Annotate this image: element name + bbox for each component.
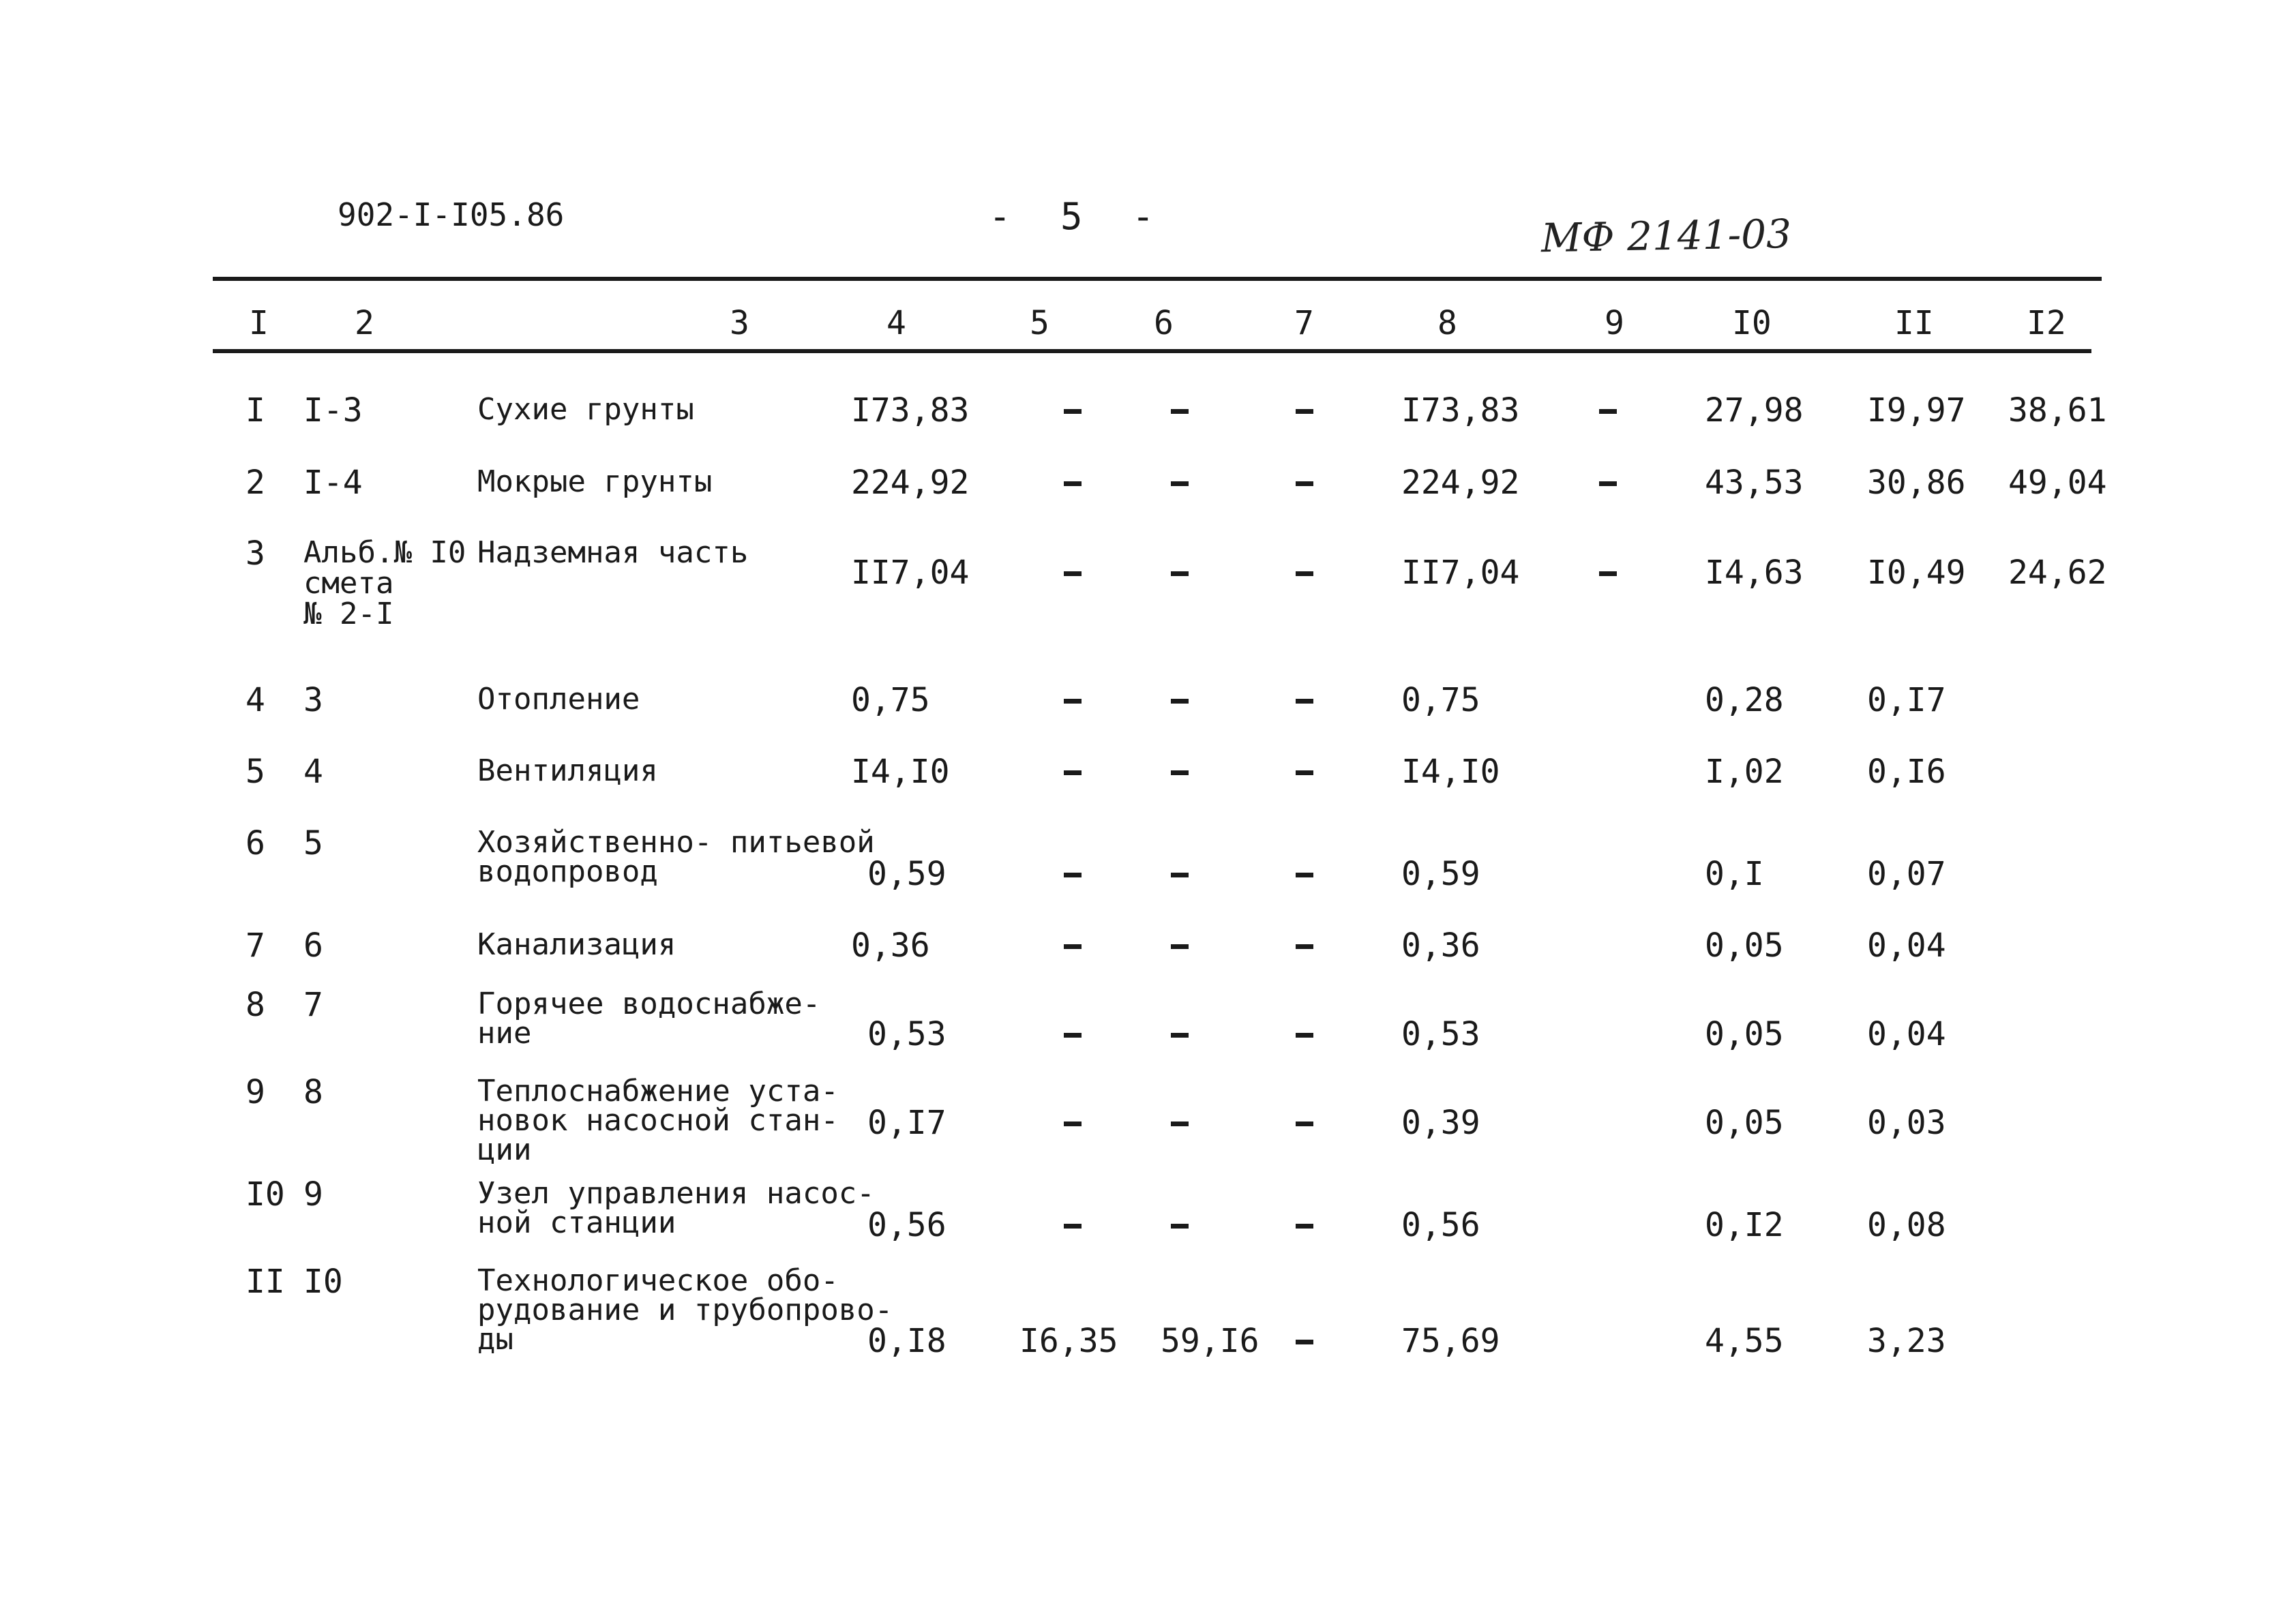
description-cell: Отопление	[477, 682, 640, 717]
reference-cell: Альб.№ I0	[303, 535, 466, 570]
value-cell: 0,07	[1867, 855, 1946, 893]
dash-mark	[1296, 409, 1313, 414]
reference-cell: № 2-I	[303, 597, 394, 631]
row-number: 8	[245, 986, 265, 1024]
description-cell: ции	[477, 1132, 532, 1167]
value-cell: 0,I7	[1867, 681, 1946, 719]
value-cell: 0,05	[1705, 1015, 1784, 1053]
reference-cell: I-4	[303, 464, 363, 502]
value-cell: 0,I6	[1867, 753, 1946, 791]
value-cell: 0,04	[1867, 1015, 1946, 1053]
value-cell: 38,61	[2008, 391, 2107, 430]
dash-mark	[1064, 1121, 1082, 1126]
description-cell: Мокрые грунты	[477, 464, 713, 499]
column-header: 4	[886, 304, 906, 342]
value-cell: I4,I0	[1401, 753, 1500, 791]
reference-cell: смета	[303, 566, 394, 601]
dash-mark	[1171, 571, 1189, 576]
row-number: 7	[245, 927, 265, 965]
value-cell: 3,23	[1867, 1322, 1946, 1360]
value-cell: I4,I0	[851, 753, 950, 791]
value-cell: 0,28	[1705, 681, 1784, 719]
dash-mark	[1171, 873, 1189, 877]
value-cell: 0,I7	[867, 1104, 946, 1142]
reference-cell: 3	[303, 681, 323, 719]
description-cell: Канализация	[477, 927, 676, 962]
column-header: I	[249, 304, 269, 342]
description-cell: ной станции	[477, 1205, 676, 1240]
dash-mark	[1296, 1224, 1313, 1229]
dash-mark	[1171, 770, 1189, 775]
dash-mark	[1296, 1121, 1313, 1126]
column-header: 7	[1294, 304, 1314, 342]
value-cell: I9,97	[1867, 391, 1966, 430]
value-cell: II7,04	[851, 554, 970, 592]
row-number: 9	[245, 1073, 265, 1111]
value-cell: I,02	[1705, 753, 1784, 791]
dash-mark	[1064, 770, 1082, 775]
description-cell: Горячее водоснабже-	[477, 987, 821, 1021]
column-header: 8	[1437, 304, 1457, 342]
description-cell: Узел управления насос-	[477, 1176, 875, 1211]
value-cell: 59,I6	[1161, 1322, 1259, 1360]
value-cell: 27,98	[1705, 391, 1804, 430]
description-cell: Сухие грунты	[477, 392, 694, 427]
value-cell: I6,35	[1019, 1322, 1118, 1360]
value-cell: 0,53	[1401, 1015, 1480, 1053]
reference-cell: 8	[303, 1073, 323, 1111]
value-cell: 0,75	[851, 681, 930, 719]
dash-mark	[1171, 699, 1189, 704]
value-cell: 43,53	[1705, 464, 1804, 502]
column-header: I0	[1732, 304, 1772, 342]
page-number: - 5 -	[989, 195, 1168, 238]
description-cell: новок насосной стан-	[477, 1103, 839, 1138]
dash-mark	[1171, 1121, 1189, 1126]
dash-mark	[1064, 1224, 1082, 1229]
column-header: 9	[1605, 304, 1624, 342]
value-cell: I73,83	[851, 391, 970, 430]
value-cell: I0,49	[1867, 554, 1966, 592]
value-cell: 0,I8	[867, 1322, 946, 1360]
value-cell: 4,55	[1705, 1322, 1784, 1360]
dash-mark	[1296, 944, 1313, 949]
dash-mark	[1296, 873, 1313, 877]
description-cell: Вентиляция	[477, 753, 658, 788]
value-cell: 0,59	[1401, 855, 1480, 893]
dash-mark	[1064, 944, 1082, 949]
value-cell: 224,92	[1401, 464, 1520, 502]
value-cell: I4,63	[1705, 554, 1804, 592]
value-cell: 0,I2	[1705, 1206, 1784, 1244]
dash-mark	[1296, 699, 1313, 704]
value-cell: 0,39	[1401, 1104, 1480, 1142]
dash-mark	[1064, 873, 1082, 877]
description-cell: Хозяйственно- питьевой	[477, 825, 875, 860]
dash-mark	[1171, 409, 1189, 414]
dash-mark	[1296, 481, 1313, 486]
dash-mark	[1064, 699, 1082, 704]
value-cell: II7,04	[1401, 554, 1520, 592]
row-number: 2	[245, 464, 265, 502]
reference-cell: I0	[303, 1263, 343, 1301]
document-code: 902-I-I05.86	[338, 196, 565, 233]
reference-cell: 4	[303, 753, 323, 791]
value-cell: 0,56	[1401, 1206, 1480, 1244]
value-cell: 224,92	[851, 464, 970, 502]
handwritten-code: МФ 2141-03	[1540, 210, 1792, 262]
value-cell: 0,53	[867, 1015, 946, 1053]
reference-cell: 7	[303, 986, 323, 1024]
dash-mark	[1599, 571, 1617, 576]
value-cell: 75,69	[1401, 1322, 1500, 1360]
value-cell: 0,75	[1401, 681, 1480, 719]
value-cell: I73,83	[1401, 391, 1520, 430]
column-header: 6	[1154, 304, 1174, 342]
description-cell: Теплоснабжение уста-	[477, 1074, 839, 1109]
reference-cell: 6	[303, 927, 323, 965]
row-number: 6	[245, 824, 265, 862]
dash-mark	[1599, 481, 1617, 486]
row-number: 4	[245, 681, 265, 719]
description-cell: рудование и трубопрово-	[477, 1293, 893, 1327]
description-cell: ние	[477, 1016, 532, 1051]
value-cell: 0,59	[867, 855, 946, 893]
dash-mark	[1171, 481, 1189, 486]
value-cell: 30,86	[1867, 464, 1966, 502]
value-cell: 24,62	[2008, 554, 2107, 592]
reference-cell: 5	[303, 824, 323, 862]
value-cell: 0,08	[1867, 1206, 1946, 1244]
reference-cell: I-3	[303, 391, 363, 430]
row-number: II	[245, 1263, 285, 1301]
dash-mark	[1064, 481, 1082, 486]
table-top-rule	[213, 277, 2102, 281]
dash-mark	[1171, 1224, 1189, 1229]
value-cell: 49,04	[2008, 464, 2107, 502]
dash-mark	[1599, 409, 1617, 414]
value-cell: 0,05	[1705, 1104, 1784, 1142]
column-header: 5	[1030, 304, 1049, 342]
description-cell: водопровод	[477, 854, 658, 889]
column-header: 3	[730, 304, 749, 342]
dash-mark	[1296, 571, 1313, 576]
value-cell: 0,36	[1401, 927, 1480, 965]
dash-mark	[1171, 1033, 1189, 1038]
dash-mark	[1064, 571, 1082, 576]
description-cell: Надземная часть	[477, 535, 749, 570]
dash-mark	[1171, 944, 1189, 949]
description-cell: Технологическое обо-	[477, 1263, 839, 1298]
row-number: I	[245, 391, 265, 430]
row-number: I0	[245, 1175, 285, 1214]
row-number: 5	[245, 753, 265, 791]
dash-mark	[1064, 409, 1082, 414]
value-cell: 0,04	[1867, 927, 1946, 965]
column-header: II	[1894, 304, 1934, 342]
dash-mark	[1296, 1033, 1313, 1038]
dash-mark	[1296, 1340, 1313, 1344]
value-cell: 0,36	[851, 927, 930, 965]
description-cell: ды	[477, 1322, 513, 1357]
value-cell: 0,56	[867, 1206, 946, 1244]
value-cell: 0,05	[1705, 927, 1784, 965]
dash-mark	[1296, 770, 1313, 775]
column-header: 2	[355, 304, 374, 342]
value-cell: 0,I	[1705, 855, 1764, 893]
reference-cell: 9	[303, 1175, 323, 1214]
dash-mark	[1064, 1033, 1082, 1038]
table-header-rule	[213, 349, 2091, 353]
value-cell: 0,03	[1867, 1104, 1946, 1142]
row-number: 3	[245, 535, 265, 573]
column-header: I2	[2027, 304, 2066, 342]
